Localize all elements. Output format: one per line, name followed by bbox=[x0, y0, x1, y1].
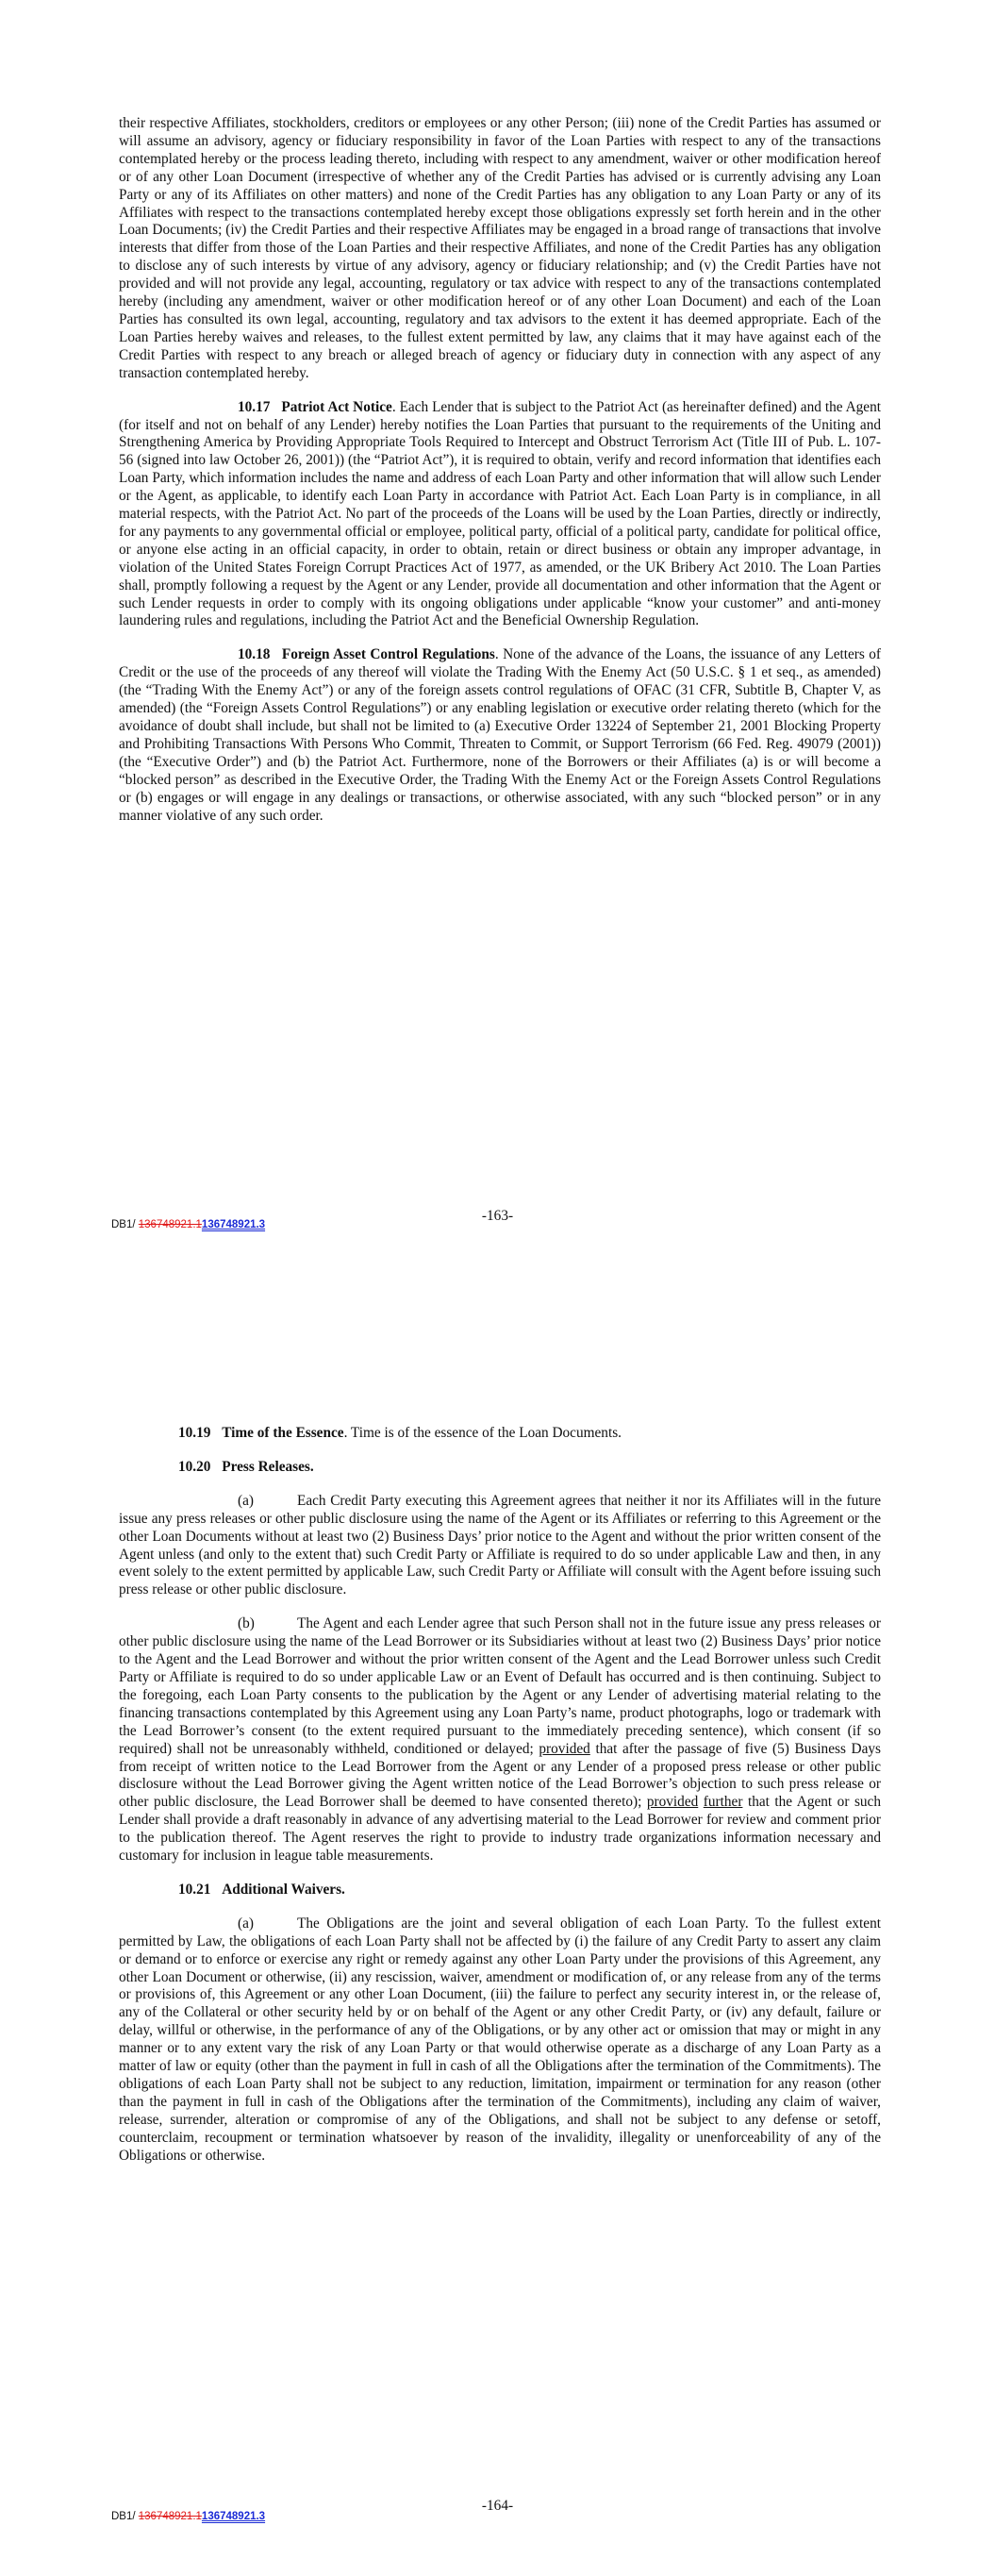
further-term: further bbox=[703, 1794, 743, 1811]
section-10-18 bbox=[119, 646, 881, 825]
page-body bbox=[119, 115, 881, 841]
provided-term: provided bbox=[646, 1794, 699, 1811]
page-number: -163- bbox=[481, 1208, 514, 1224]
section-10-21-heading bbox=[178, 1882, 881, 1899]
page-number: -164- bbox=[481, 2498, 514, 2514]
section-10-19 bbox=[178, 1425, 881, 1443]
deleted-document-id: 136748921.1 bbox=[138, 1219, 202, 1230]
section-number: 10.21 bbox=[178, 1881, 211, 1898]
subsection-label: (a) bbox=[238, 1915, 254, 1932]
section-text: . None of the advance of the Loans, the issuance of any Letters of Credit or the use of the proceeds of any thereof will violate the Trading With the Enemy Act (50 U.S.C. § 1 et seq., as amended) (the “Trading With the Enemy Act”) or any of the foreign assets control regulations of OFAC (31 CFR, Subtitle B, Chapter V, as amended) (the “Foreign Assets Control Regulations”) or any enabling legislation or executive order relating thereto (which for the avoidance of doubt shall include, but shall not be limited to (a) Executive Order 13224 of September 21, 2001 Blocking Property and Prohibiting Transactions With Persons Who Commit, Threaten to Commit, or Support Terrorism (66 Fed. Reg. 49079 (2001)) (the “Executive Order”) and (b) the Patriot Act. Furthermore, none of the Borrowers or their Affiliates (a) is or will become a “blocked person” as described in the Executive Order, the Trading With the Enemy Act or the Foreign Assets Control Regulations or (b) engages or will engage in any dealings or transactions, or otherwise associated, with any such “blocked person” or in any manner violative of any such order. bbox=[119, 646, 881, 824]
document-id-prefix: DB1/ bbox=[111, 2511, 139, 2522]
subsection-text: The Agent and each Lender agree that such Person shall not in the future issue any press releases or other public disclosure using the name of the Lead Borrower or its Subsidiaries without at least two (2) Business Days’ prior notice to the Agent and the Lead Borrower and without the prior written consent of the Agent and the Lead Borrower unless such Credit Party or Affiliate is required to do so under applicable Law or an Event of Default has occurred and is then continuing. Subject to the foregoing, each Loan Party consents to the publication by the Agent or any Lender of advertising material relating to the financing transactions contemplated by this Agreement using any Loan Party’s name, product photographs, logo or trademark with the Lead Borrower’s consent (to the extent required pursuant to the immediately preceding sentence), which consent (if so required) shall not be unreasonably withheld, conditioned or delayed; bbox=[119, 1615, 881, 1757]
document-id-prefix: DB1/ bbox=[111, 1219, 139, 1230]
continuation-paragraph: their respective Affiliates, stockholders, creditors or employees or any other Person; (iii) none of the Credit Parties has assumed or will assume an advisory, agency or fiduciary responsibility in favor of the Loan Parties with respect to any of the transactions contemplated hereby or the process leading thereto, including with respect to any amendment, waiver or other modification hereof or of any other Loan Document (irrespective of whether any of the Credit Parties has advised or is currently advising any Loan Party or any of its Affiliates on other matters) and none of the Credit Parties has any obligation to any Loan Party or any of its Affiliates with respect to the transactions contemplated hereby except those obligations expressly set forth herein and in the other Loan Documents; (iv) the Credit Parties and their respective Affiliates may be engaged in a broad range of transactions that involve interests that differ from those of the Loan Parties and their respective Affiliates, and none of the Credit Parties has any obligation to disclose any of such interests by virtue of any advisory, agency or fiduciary relationship; and (v) the Credit Parties have not provided and will not provide any legal, accounting, regulatory or tax advice with respect to any of the transactions contemplated hereby (including any amendment, waiver or other modification hereof or of any other Loan Document) and each of the Loan Parties has consulted its own legal, accounting, regulatory and tax advisors to the extent it has deemed appropriate. Each of the Loan Parties hereby waives and releases, to the fullest extent permitted by law, any claims that it may have against each of the Credit Parties with respect to any breach or alleged breach of agency or fiduciary duty in connection with any aspect of any transaction contemplated hereby. bbox=[119, 115, 881, 381]
section-title: Patriot Act Notice bbox=[281, 398, 392, 415]
section-number: 10.18 bbox=[238, 646, 271, 663]
section-text: . Time is of the essence of the Loan Documents. bbox=[343, 1425, 622, 1441]
document-id bbox=[111, 1219, 265, 1230]
document-id bbox=[111, 2511, 265, 2522]
section-text: . Each Lender that is subject to the Patriot Act (as hereinafter defined) and the Agent (for itself and not on behalf of any Lender) hereby notifies the Loan Parties that pursuant to the requirements of the Uniting and Strengthening America by Providing Appropriate Tools Required to Intercept and Obstruct Terrorism Act (Title III of Pub. L. 107-56 (signed into law October 26, 2001)) (the “Patriot Act”), it is required to obtain, verify and record information that identifies each Loan Party, which information includes the name and address of each Loan Party and other information that will allow such Lender or the Agent, as applicable, to identify each Loan Party in accordance with Patriot Act. Each Loan Party is in compliance, in all material respects, with the Patriot Act. No part of the proceeds of the Loans will be used by the Loan Parties, directly or indirectly, for any payments to any governmental official or employee, political party, official of a political party, candidate for political office, or anyone else acting in an official capacity, in order to obtain, retain or direct business or obtain any improper advantage, in violation of the United States Foreign Corrupt Practices Act of 1977, as amended, or the UK Bribery Act 2010. The Loan Parties shall, promptly following a request by the Agent or any Lender, provide all documentation and other information that the Agent or such Lender requests in order to comply with its ongoing obligations under applicable “know your customer” and anti-money laundering rules and regulations, including the Patriot Act and the Beneficial Ownership Regulation. bbox=[119, 398, 881, 629]
section-10-20-a bbox=[119, 1493, 881, 1599]
provided-term: provided bbox=[539, 1740, 590, 1757]
section-title: Time of the Essence bbox=[222, 1425, 344, 1441]
subsection-label: (a) bbox=[238, 1492, 254, 1509]
inserted-document-id: 136748921.3 bbox=[201, 2511, 266, 2522]
section-10-21-a bbox=[119, 1915, 881, 2166]
section-10-17 bbox=[119, 399, 881, 631]
subsection-text: Each Credit Party executing this Agreement agrees that neither it nor its Affiliates will in the future issue any press releases or other public disclosure using the name of the Agent or its Affiliates or referring to this Agreement or the other Loan Documents without at least two (2) Business Days’ prior notice to the Agent and without the prior written consent of the Agent unless (and only to the extent that) such Credit Party or Affiliate is required to do so under applicable Law and then, in any event solely to the extent permitted by applicable Law, such Credit Party or Affiliate will consult with the Agent before issuing such press release or other public disclosure. bbox=[119, 1492, 881, 1598]
document-page-164 bbox=[0, 1288, 995, 2576]
inserted-document-id: 136748921.3 bbox=[201, 1219, 266, 1230]
page-body bbox=[119, 1425, 881, 2182]
subsection-label: (b) bbox=[238, 1615, 255, 1632]
section-10-20-heading bbox=[178, 1459, 881, 1477]
section-title: Press Releases. bbox=[222, 1458, 314, 1475]
subsection-text: The Obligations are the joint and several obligation of each Loan Party. To the fullest extent permitted by Law, the obligations of each Loan Party shall not be affected by (i) the failure of any Credit Party to assert any claim or demand or to enforce or exercise any right or remedy against any other Loan Party under the provisions of this Agreement, any other Loan Document or otherwise, (ii) any rescission, waiver, amendment or modification of, or any release from any of the terms or provisions of, this Agreement or any other Loan Document, (iii) the failure to perfect any security interest in, or the release of, any of the Collateral or other security held by or on behalf of the Agent or any other Credit Party, or (iv) any default, failure or delay, willful or otherwise, in the performance of any of the Obligations, or by any other act or omission that may or might in any manner or to any extent vary the risk of any Loan Party or that would otherwise operate as a discharge of any Loan Party as a matter of law or equity (other than the payment in full in cash of all the Obligations after the termination of the Commitments). The obligations of each Loan Party shall not be subject to any reduction, limitation, impairment or termination for any reason (other than the payment in full in cash of the Obligations after the termination of the Commitments), including any claim of waiver, release, surrender, alteration or compromise of any of the Obligations, and shall not be subject to any defense or setoff, counterclaim, recoupment or termination whatsoever by reason of the invalidity, illegality or unenforceability of any of the Obligations or otherwise. bbox=[119, 1915, 881, 2164]
section-title: Additional Waivers. bbox=[222, 1881, 345, 1898]
section-number: 10.17 bbox=[238, 398, 271, 415]
section-number: 10.20 bbox=[178, 1458, 211, 1475]
section-number: 10.19 bbox=[178, 1425, 211, 1441]
section-10-20-b bbox=[119, 1615, 881, 1865]
subsection-text: that the Agent or such Lender shall provide a draft reasonably in advance of any advertising material to the Lead Borrower for review and comment prior to the publication thereof. The Agent reserves the right to provide to industry trade organizations information necessary and customary for inclusion in league table measurements. bbox=[119, 1794, 881, 1865]
deleted-document-id: 136748921.1 bbox=[138, 2511, 202, 2522]
subsection-text: that after the passage of five (5) Business Days from receipt of written notice to the Lead Borrower from the Agent or any Lender of a proposed press release or other public disclosure without the Lead Borrower giving the Agent written notice of the Lead Borrower’s objection to such press release or other public disclosure, the Lead Borrower shall be deemed to have consented thereto); bbox=[119, 1740, 881, 1811]
section-title: Foreign Asset Control Regulations bbox=[281, 646, 495, 663]
